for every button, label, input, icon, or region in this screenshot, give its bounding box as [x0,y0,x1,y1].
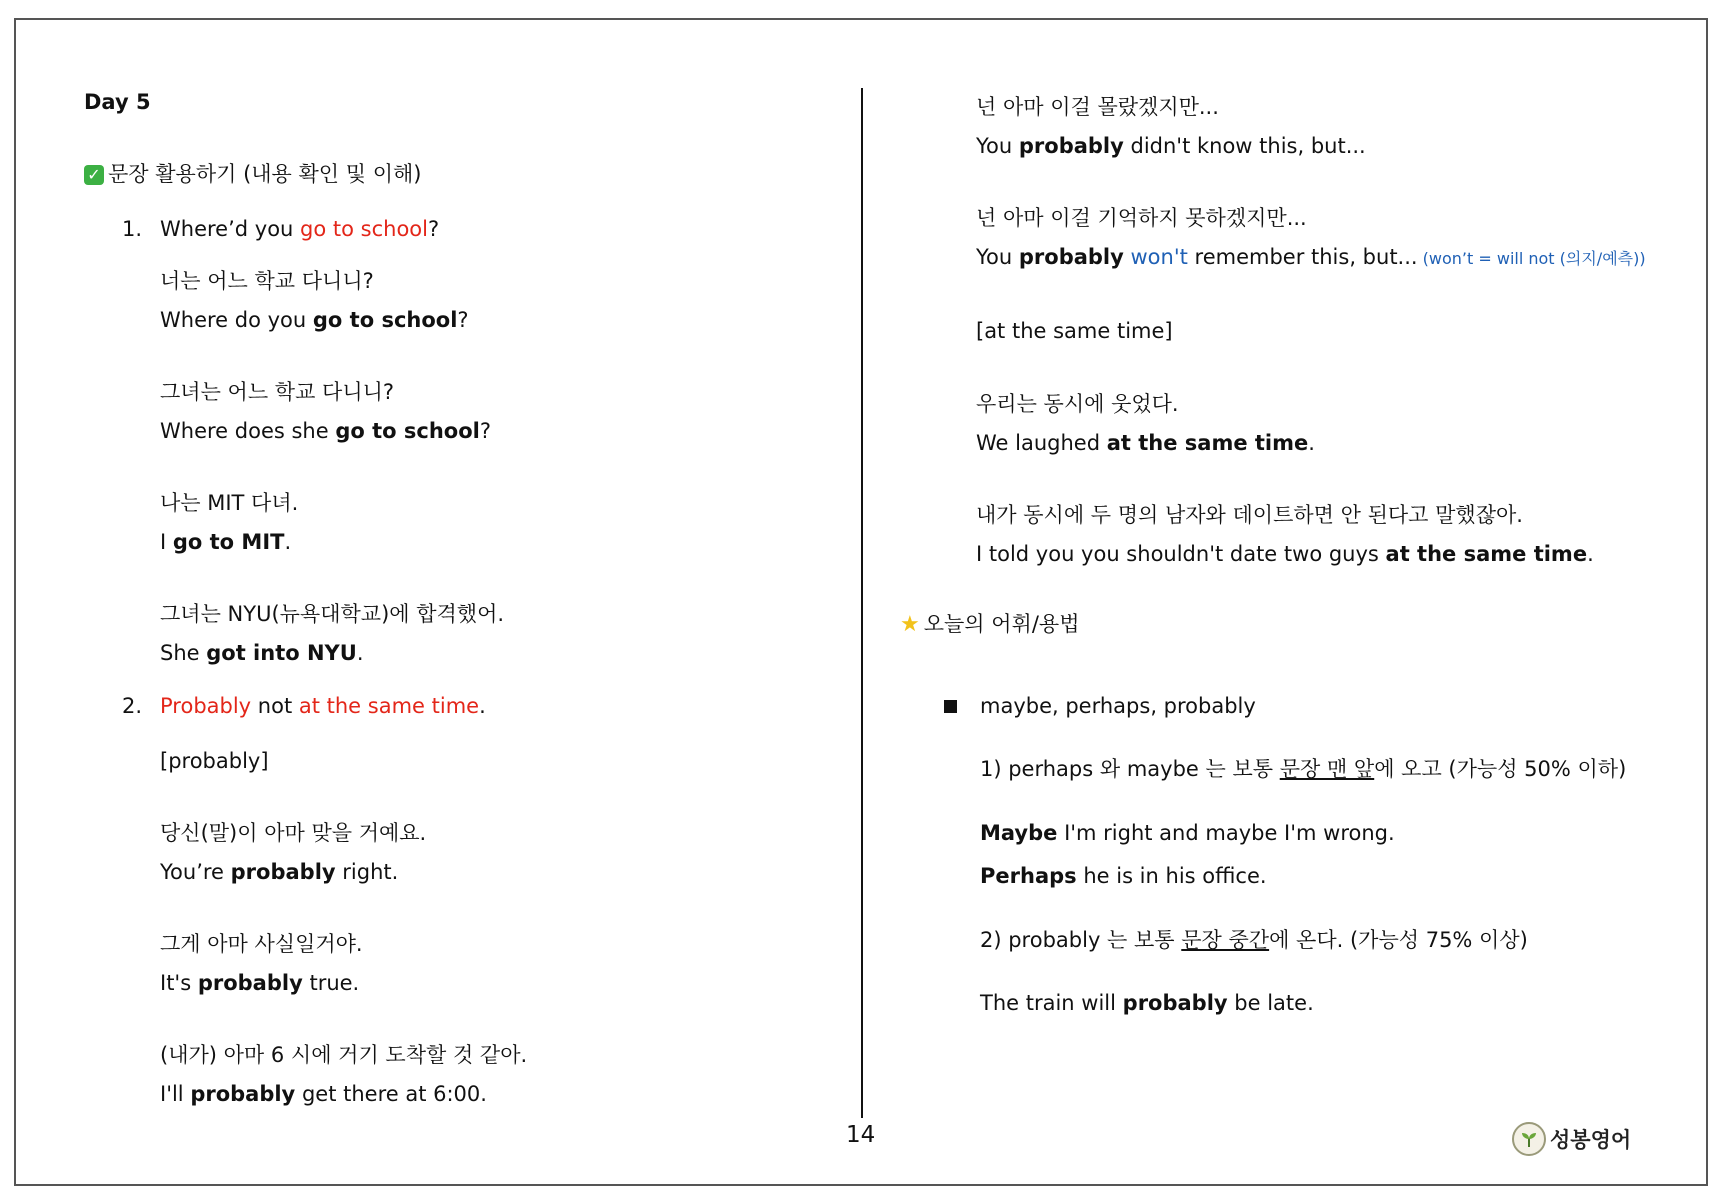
section-title: ✓ 문장 활용하기 (내용 확인 및 이해) [84,160,421,188]
tag-at-the-same-time: [at the same time] [976,319,1173,343]
example-en: I'll probably get there at 6:00. [160,1082,487,1106]
sprout-icon [1512,1122,1546,1156]
example-sentence: Maybe I'm right and maybe I'm wrong. [980,821,1395,845]
usage-rule-1: 1) perhaps 와 maybe 는 보통 문장 맨 앞에 오고 (가능성 50% 이하) [980,757,1627,781]
example-ko: (내가) 아마 6 시에 거기 도착할 것 같아. [160,1043,528,1067]
vocab-title: ★ 오늘의 어휘/용법 [900,612,1080,637]
example-sentence: Perhaps he is in his office. [980,864,1267,888]
example-en: Where do you go to school? [160,308,469,332]
item-1-sentence: Where’d you go to school? [160,217,440,241]
example-ko: 너는 어느 학교 다니니? [160,269,374,293]
example-ko: 당신(말)이 아마 맞을 거예요. [160,821,427,845]
day-heading: Day 5 [84,90,151,114]
example-sentence: The train will probably be late. [980,991,1314,1015]
example-en: I go to MIT. [160,530,292,554]
checkmark-icon: ✓ [84,165,104,185]
tag-probably: [probably] [160,749,269,773]
example-ko: 넌 아마 이걸 몰랐겠지만... [976,95,1219,119]
bullet-item: maybe, perhaps, probably [980,694,1256,718]
item-2-sentence: Probably not at the same time. [160,694,486,718]
star-icon: ★ [900,612,920,637]
logo-text: 성봉영어 [1550,1128,1632,1152]
example-en: We laughed at the same time. [976,431,1315,455]
grammar-note: (won’t = will not (의지/예측)) [1417,249,1646,268]
example-ko: 넌 아마 이걸 기억하지 못하겠지만... [976,206,1307,230]
bullet-square-icon [944,692,957,720]
example-ko: 그게 아마 사실일거야. [160,932,363,956]
example-en: I told you you shouldn't date two guys at the same time. [976,542,1594,566]
example-en: You probably won't remember this, but... (won’t = will not (의지/예측)) [976,245,1646,269]
example-en: You probably didn't know this, but... [976,134,1366,158]
example-en: Where does she go to school? [160,419,491,443]
example-ko: 우리는 동시에 웃었다. [976,392,1179,416]
publisher-logo [1512,1122,1631,1156]
example-en: It's probably true. [160,971,360,995]
example-ko: 나는 MIT 다녀. [160,491,299,515]
example-ko: 그녀는 어느 학교 다니니? [160,380,395,404]
item-1-number: 1. [122,217,143,241]
page-number: 14 [846,1122,876,1148]
example-en: She got into NYU. [160,641,364,665]
example-en: You’re probably right. [160,860,399,884]
item-2-number: 2. [122,694,143,718]
example-ko: 그녀는 NYU(뉴욕대학교)에 합격했어. [160,602,505,626]
column-divider [861,88,863,1118]
example-ko: 내가 동시에 두 명의 남자와 데이트하면 안 된다고 말했잖아. [976,503,1523,527]
usage-rule-2: 2) probably 는 보통 문장 중간에 온다. (가능성 75% 이상) [980,928,1528,952]
